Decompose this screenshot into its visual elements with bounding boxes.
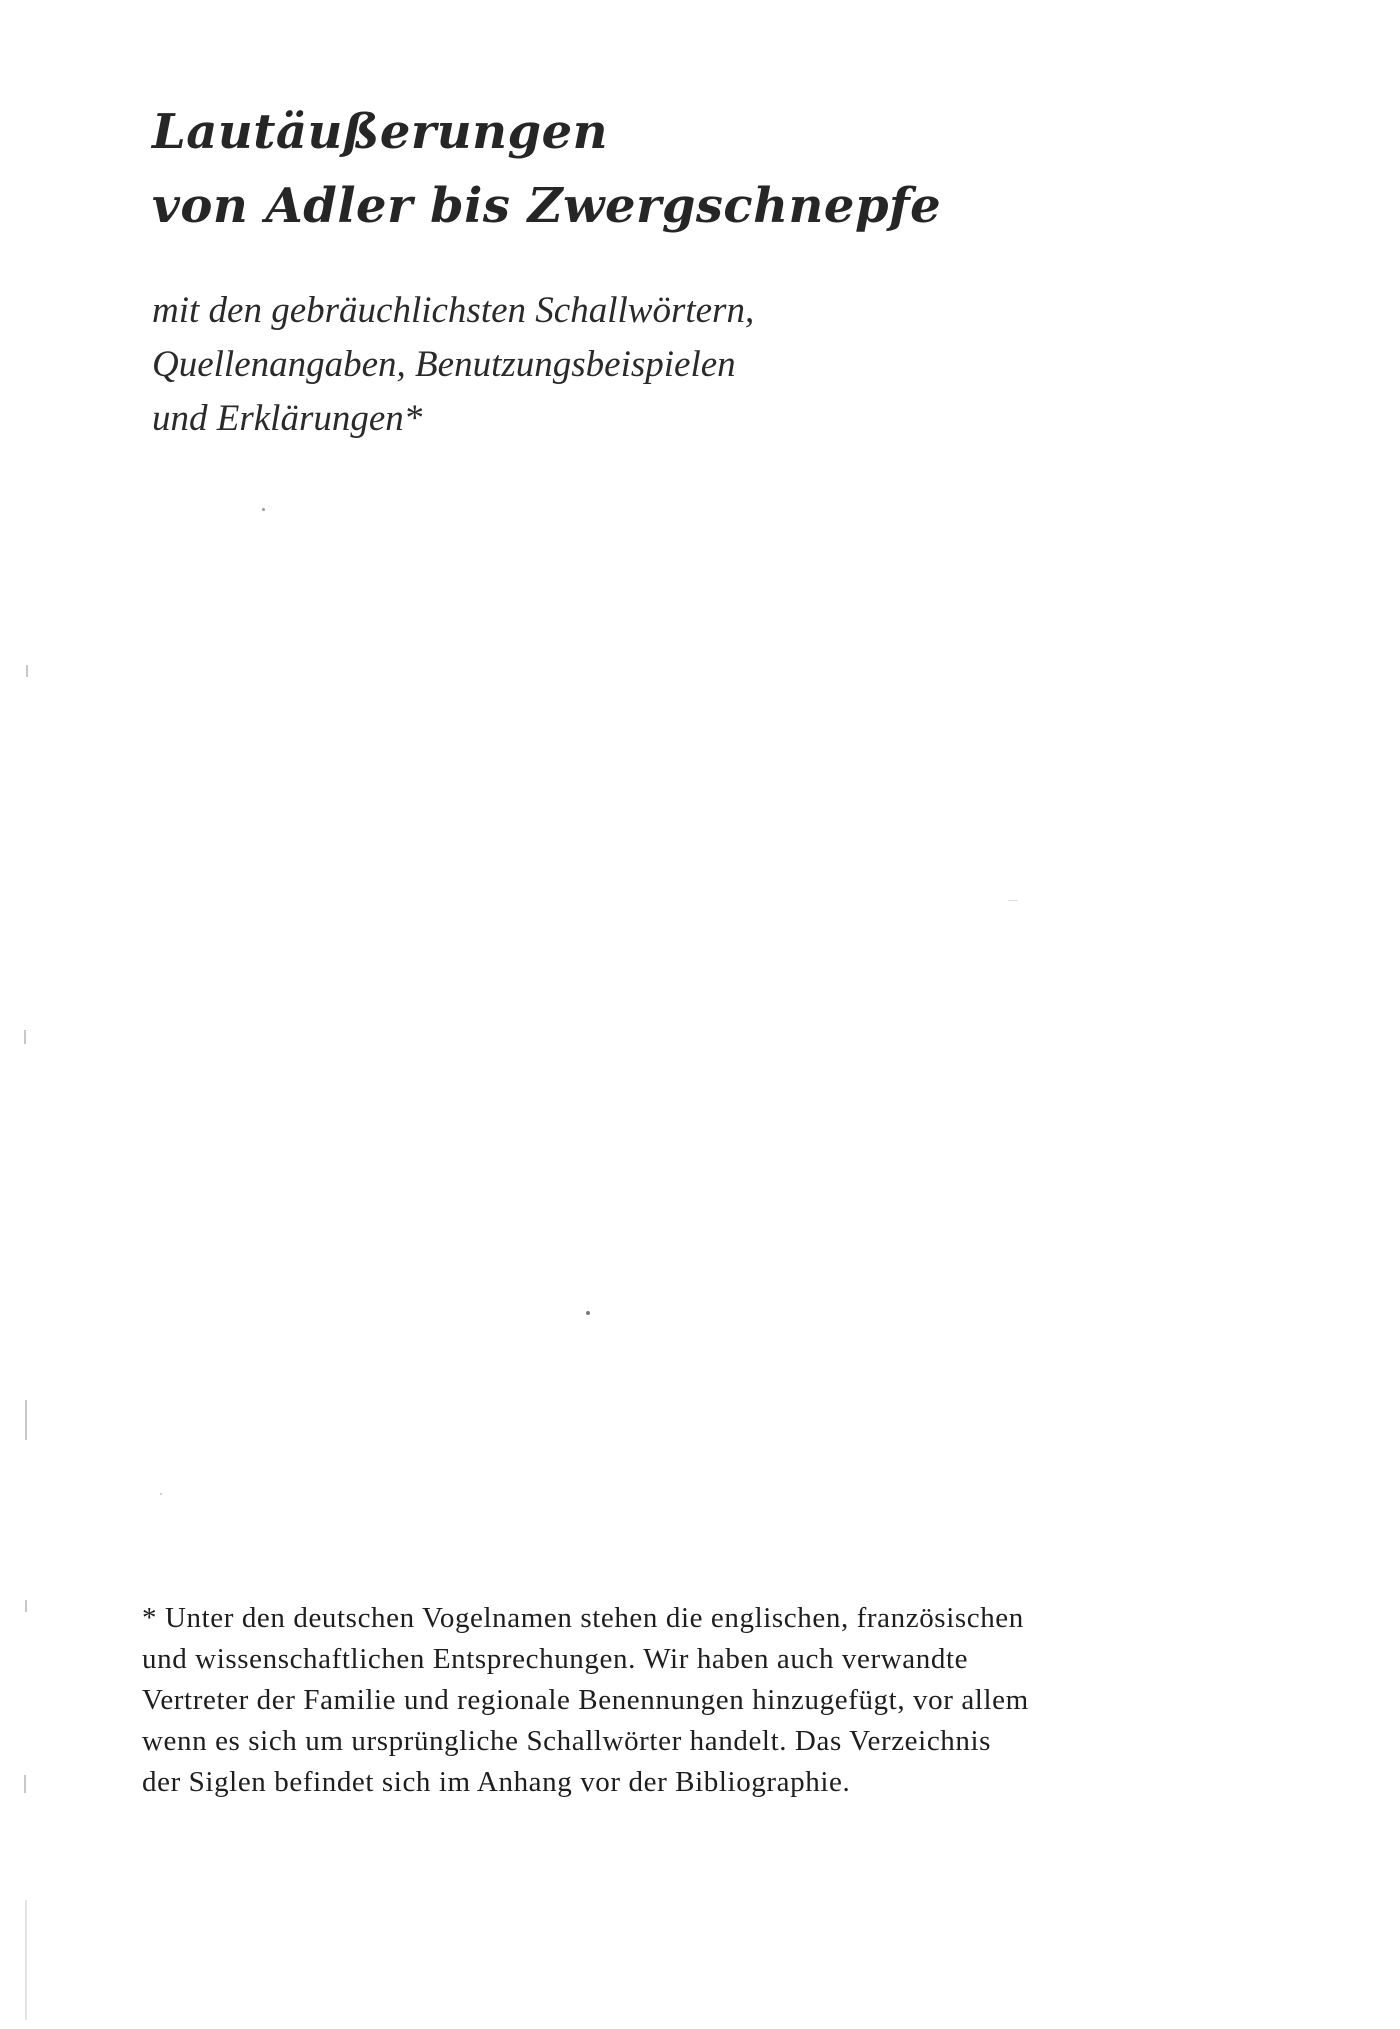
scan-speck [160, 1493, 162, 1495]
footnote-line: und wissenschaftlichen Entsprechungen. Wir haben auch verwandte [142, 1643, 969, 1675]
subtitle-line-3: und Erklärungen* [152, 398, 423, 439]
scan-edge-mark [25, 1600, 27, 1612]
scan-edge-mark [26, 665, 28, 677]
footnote-line: * Unter den deutschen Vogelnamen stehen die englischen, französischen [142, 1602, 1024, 1634]
scan-edge-mark [24, 1775, 26, 1793]
page-subtitle [152, 284, 754, 446]
footnote-line: der Siglen befindet sich im Anhang vor der Bibliographie. [142, 1766, 851, 1798]
footnote-line: Vertreter der Familie und regionale Benennungen hinzugefügt, vor allem [142, 1684, 1029, 1716]
footnote-line: wenn es sich um ursprüngliche Schallwörter handelt. Das Verzeichnis [142, 1725, 992, 1757]
scan-edge-mark [25, 1900, 27, 2020]
title-line-2: von Adler bis Zwergschnepfe [152, 178, 942, 234]
scan-edge-mark [25, 1400, 27, 1440]
page-title [152, 95, 941, 243]
scan-edge-mark [24, 1030, 26, 1044]
title-line-1: Lautäußerungen [152, 104, 609, 160]
footnote [142, 1598, 1262, 1803]
subtitle-line-2: Quellenangaben, Benutzungsbeispielen [152, 344, 736, 385]
subtitle-line-1: mit den gebräuchlichsten Schallwörtern, [152, 290, 755, 331]
scan-speck [586, 1311, 590, 1315]
scan-speck [1008, 900, 1018, 901]
scan-speck [262, 508, 265, 511]
